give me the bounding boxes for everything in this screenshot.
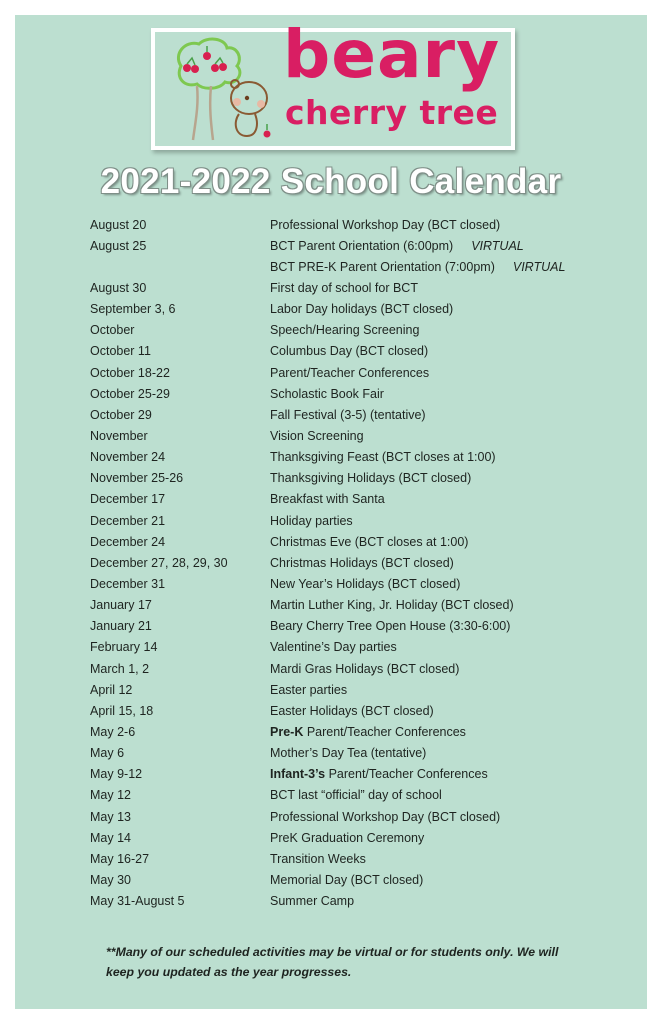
event-date: March 1, 2 [90, 661, 150, 676]
event-date: April 15, 18 [90, 703, 154, 718]
event-row [90, 299, 610, 320]
event-list [90, 214, 610, 912]
event-text: Valentine’s Day parties [270, 640, 397, 655]
event-date: December 17 [90, 492, 166, 507]
virtual-tag: VIRTUAL [471, 238, 524, 253]
event-row [90, 595, 610, 616]
event-description [270, 387, 384, 401]
event-text: Fall Festival (3-5) (tentative) [270, 407, 426, 422]
brand-name-beary: beary [283, 16, 501, 93]
event-row [90, 214, 610, 235]
event-row [90, 721, 610, 742]
page-title: 2021-2022 School Calendar [100, 162, 562, 201]
event-date: August 20 [90, 217, 147, 232]
event-text: Scholastic Book Fair [270, 386, 384, 401]
event-date: August 30 [90, 280, 147, 295]
event-row [90, 658, 610, 679]
event-row [90, 827, 610, 848]
event-description [270, 535, 468, 549]
event-group-label: Infant-3’s [270, 767, 326, 782]
event-text: Parent/Teacher Conferences [325, 767, 488, 782]
event-text: Parent/Teacher Conferences [270, 365, 430, 380]
event-text: Mardi Gras Holidays (BCT closed) [270, 661, 460, 676]
event-row [90, 235, 610, 256]
event-date: May 31-August 5 [90, 894, 185, 909]
event-date: November 25-26 [90, 471, 184, 486]
event-text: Parent/Teacher Conferences [303, 724, 466, 739]
event-text: BCT Parent Orientation (6:00pm) [270, 238, 454, 253]
event-description [270, 810, 500, 824]
event-date: October 29 [90, 407, 152, 422]
event-row [90, 256, 610, 277]
event-text: Columbus Day (BCT closed) [270, 344, 429, 359]
event-row [90, 404, 610, 425]
event-date: December 27, 28, 29, 30 [90, 555, 228, 570]
cherry-tree-bear-icon [167, 36, 275, 142]
event-row [90, 531, 610, 552]
event-date: May 6 [90, 746, 125, 761]
event-date: January 17 [90, 598, 152, 613]
event-row [90, 277, 610, 298]
event-description [270, 831, 424, 845]
event-date: October 18-22 [90, 365, 170, 380]
event-text: BCT last “official” day of school [270, 788, 442, 803]
event-text: PreK Graduation Ceremony [270, 830, 425, 845]
event-row [90, 764, 610, 785]
event-description [270, 281, 418, 295]
event-description [270, 344, 428, 358]
event-text: Speech/Hearing Screening [270, 323, 420, 338]
event-row [90, 869, 610, 890]
event-date: February 14 [90, 640, 158, 655]
event-text: Breakfast with Santa [270, 492, 385, 507]
event-description [270, 746, 426, 760]
event-text: Martin Luther King, Jr. Holiday (BCT closed) [270, 598, 514, 613]
event-description [270, 471, 471, 485]
event-date: January 21 [90, 619, 152, 634]
event-date: December 21 [90, 513, 166, 528]
logo [151, 16, 515, 150]
event-description [270, 619, 510, 633]
event-text: Vision Screening [270, 428, 364, 443]
event-text: Christmas Eve (BCT closes at 1:00) [270, 534, 469, 549]
event-row [90, 679, 610, 700]
event-date: December 24 [90, 534, 166, 549]
event-text: Professional Workshop Day (BCT closed) [270, 217, 501, 232]
event-text: Easter Holidays (BCT closed) [270, 703, 434, 718]
event-row [90, 891, 610, 912]
event-description [270, 239, 524, 253]
event-text: Thanksgiving Feast (BCT closes at 1:00) [270, 450, 496, 465]
event-row [90, 383, 610, 404]
event-row [90, 848, 610, 869]
brand-name-cherry-tree: cherry tree [285, 93, 499, 132]
event-row [90, 637, 610, 658]
event-description [270, 662, 459, 676]
event-date: November [90, 428, 148, 443]
event-row [90, 489, 610, 510]
event-row [90, 447, 610, 468]
event-description [270, 852, 366, 866]
event-row [90, 616, 610, 637]
event-date: April 12 [90, 682, 133, 697]
event-row [90, 552, 610, 573]
event-date: May 30 [90, 872, 131, 887]
event-text: Memorial Day (BCT closed) [270, 872, 424, 887]
event-description [270, 725, 466, 739]
event-date: October [90, 323, 135, 338]
event-text: Transition Weeks [270, 851, 366, 866]
event-text: Holiday parties [270, 513, 353, 528]
event-description [270, 260, 565, 274]
event-description [270, 640, 397, 654]
event-description [270, 683, 347, 697]
event-date: December 31 [90, 576, 166, 591]
event-date: May 16-27 [90, 851, 150, 866]
event-date: May 2-6 [90, 724, 136, 739]
event-description [270, 323, 419, 337]
event-description [270, 767, 488, 781]
event-description [270, 577, 460, 591]
event-text: Thanksgiving Holidays (BCT closed) [270, 471, 472, 486]
event-date: October 11 [90, 344, 151, 359]
calendar-panel [15, 15, 647, 1009]
event-description [270, 302, 453, 316]
event-text: Beary Cherry Tree Open House (3:30-6:00) [270, 619, 511, 634]
event-row [90, 573, 610, 594]
event-row [90, 320, 610, 341]
event-description [270, 450, 496, 464]
event-description [270, 788, 442, 802]
event-group-label: Pre-K [270, 724, 304, 739]
event-text: Mother’s Day Tea (tentative) [270, 746, 427, 761]
event-description [270, 514, 353, 528]
event-description [270, 704, 434, 718]
event-row [90, 700, 610, 721]
event-date: August 25 [90, 238, 147, 253]
virtual-tag: VIRTUAL [512, 259, 566, 274]
event-description [270, 366, 429, 380]
event-date: September 3, 6 [90, 302, 176, 317]
event-text: Labor Day holidays (BCT closed) [270, 302, 454, 317]
event-date: May 9-12 [90, 767, 143, 782]
event-description [270, 218, 500, 232]
event-text: Easter parties [270, 682, 348, 697]
event-text: BCT PRE-K Parent Orientation (7:00pm) [270, 259, 495, 274]
event-date: May 14 [90, 830, 131, 845]
event-text: Christmas Holidays (BCT closed) [270, 555, 454, 570]
event-row [90, 806, 610, 827]
event-text: First day of school for BCT [270, 280, 418, 295]
event-description [270, 598, 514, 612]
event-row [90, 362, 610, 383]
event-date: October 25-29 [90, 386, 170, 401]
event-text: New Year’s Holidays (BCT closed) [270, 576, 461, 591]
event-description [270, 894, 354, 908]
event-description [270, 556, 454, 570]
event-description [270, 492, 385, 506]
event-date: May 13 [90, 809, 131, 824]
event-date: May 12 [90, 788, 131, 803]
event-row [90, 425, 610, 446]
event-row [90, 743, 610, 764]
event-row [90, 341, 610, 362]
event-description [270, 408, 426, 422]
event-description [270, 873, 423, 887]
footnote: **Many of our scheduled activities may be virtual or for students only. We will keep you updated as the year progresses. [106, 945, 559, 979]
event-text: Summer Camp [270, 894, 355, 909]
event-row [90, 468, 610, 489]
event-row [90, 785, 610, 806]
event-row [90, 510, 610, 531]
event-date: November 24 [90, 450, 166, 465]
event-description [270, 429, 364, 443]
event-text: Professional Workshop Day (BCT closed) [270, 809, 501, 824]
